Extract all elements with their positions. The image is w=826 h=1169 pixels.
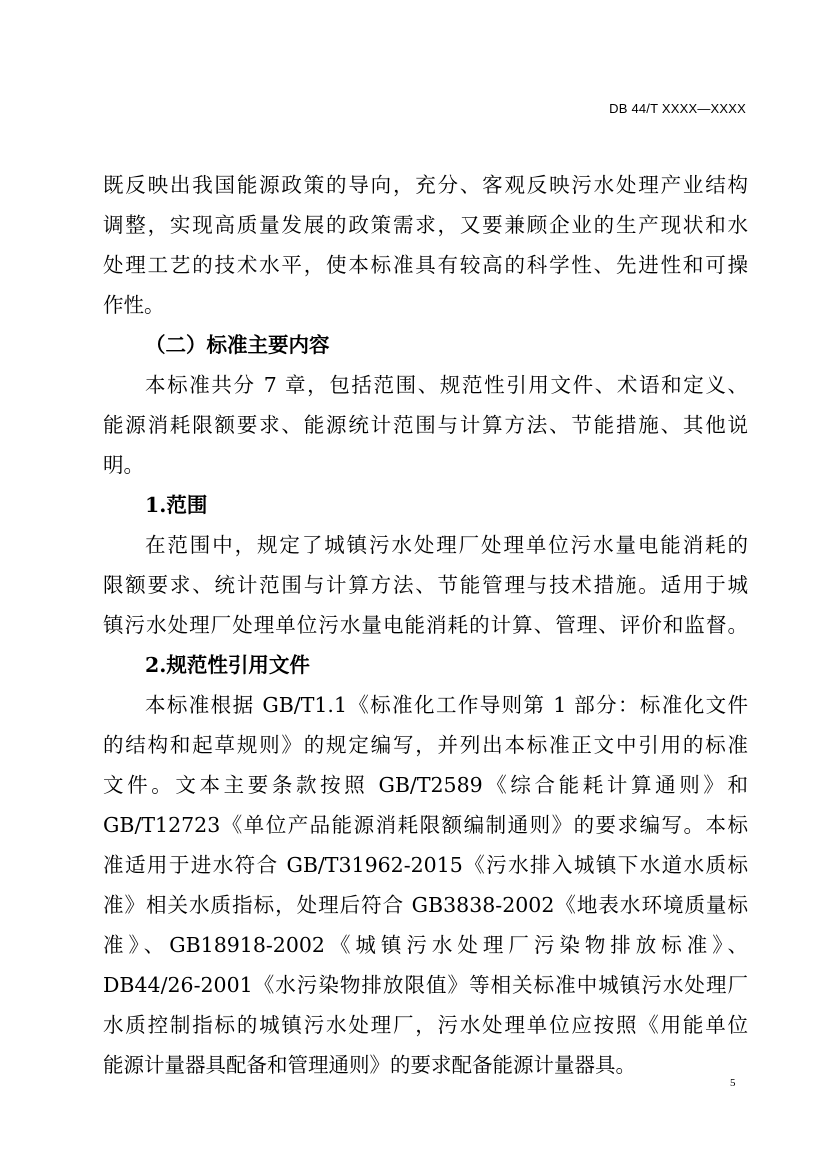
- paragraph-line: 准》相关水质指标，处理后符合 GB3838-2002《地表水环境质量标: [103, 893, 748, 917]
- paragraph-line: DB44/26-2001《水污染物排放限值》等相关标准中城镇污水处理厂: [103, 973, 748, 997]
- paragraph-line: 本标准根据 GB/T1.1《标准化工作导则第 1 部分：标准化文件: [145, 693, 748, 717]
- paragraph-line: GB/T12723《单位产品能源消耗限额编制通则》的要求编写。本标: [103, 813, 748, 837]
- paragraph-line: 镇污水处理厂处理单位污水量电能消耗的计算、管理、评价和监督。: [103, 613, 748, 637]
- paragraph-line: 在范围中，规定了城镇污水处理厂处理单位污水量电能消耗的: [145, 533, 748, 557]
- subsection-heading: 1.范围: [145, 493, 208, 517]
- section-heading: （二）标准主要内容: [145, 333, 330, 357]
- paragraph-line: 文件。文本主要条款按照 GB/T2589《综合能耗计算通则》和: [103, 773, 748, 797]
- subsection-heading: 2.规范性引用文件: [145, 653, 310, 677]
- paragraph-line: 处理工艺的技术水平，使本标准具有较高的科学性、先进性和可操: [103, 253, 748, 277]
- paragraph-line: 水质控制指标的城镇污水处理厂，污水处理单位应按照《用能单位: [103, 1013, 748, 1037]
- paragraph-line: 准》、GB18918-2002《城镇污水处理厂污染物排放标准》、: [103, 933, 748, 957]
- body-text: [103, 165, 748, 1085]
- paragraph-line: 的结构和起草规则》的规定编写，并列出本标准正文中引用的标准: [103, 733, 748, 757]
- page-number: 5: [730, 1077, 736, 1089]
- paragraph-line: 准适用于进水符合 GB/T31962-2015《污水排入城镇下水道水质标: [103, 853, 748, 877]
- paragraph-line: 能源消耗限额要求、能源统计范围与计算方法、节能措施、其他说: [103, 413, 748, 437]
- paragraph-line: 限额要求、统计范围与计算方法、节能管理与技术措施。适用于城: [103, 573, 748, 597]
- paragraph-line: 本标准共分 7 章，包括范围、规范性引用文件、术语和定义、: [145, 373, 748, 397]
- paragraph-line: 既反映出我国能源政策的导向，充分、客观反映污水处理产业结构: [103, 173, 748, 197]
- document-code-header: DB 44/T XXXX—XXXX: [609, 101, 746, 116]
- paragraph-line: 调整，实现高质量发展的政策需求，又要兼顾企业的生产现状和水: [103, 213, 748, 237]
- paragraph-line: 能源计量器具配备和管理通则》的要求配备能源计量器具。: [103, 1053, 636, 1077]
- paragraph-line: 明。: [103, 453, 144, 477]
- paragraph-line: 作性。: [103, 293, 165, 317]
